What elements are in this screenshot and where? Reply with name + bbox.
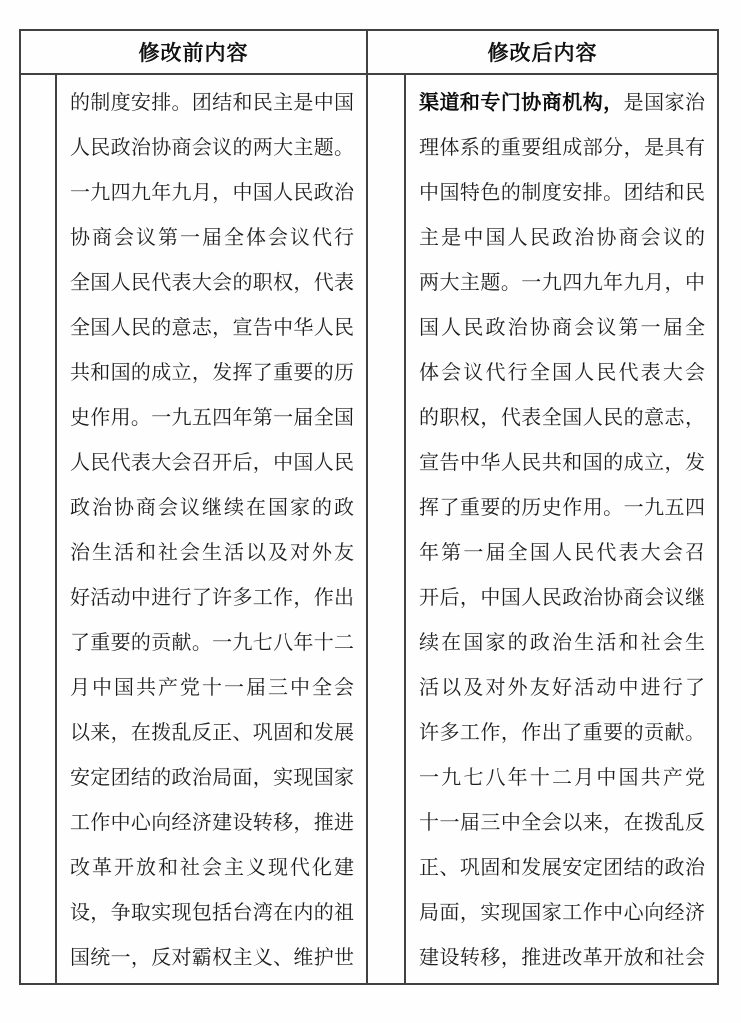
text-line: 许多工作，作出了重要的贡献。 [419,722,705,744]
text-line: 两大主题。一九四九年九月，中 [419,272,705,294]
text-line: 了重要的贡献。一九七八年十二 [70,632,354,654]
bold-revision-text: 渠道和专门协商机构， [419,92,624,114]
table-content-row [21,75,717,983]
text-line: 好活动中进行了许多工作，作出 [70,587,354,609]
text-line: 开后，中国人民政治协商会议继 [419,587,705,609]
before-content-cell [57,75,368,983]
revision-comparison-table [19,29,719,985]
text-line: 工作中心向经济建设转移，推进 [70,812,354,834]
text-line: 安定团结的政治局面，实现国家 [70,767,354,789]
text-line: 挥了重要的历史作用。一九五四 [419,497,705,519]
text-line: 史作用。一九五四年第一届全国 [70,407,354,429]
text-line: 协商会议第一届全体会议代行 [70,227,354,249]
gutter-cell-left [21,75,57,983]
text-line: 改革开放和社会主义现代化建 [70,857,354,879]
text-line: 的制度安排。团结和民主是中国 [70,92,354,114]
text-line: 中国特色的制度安排。团结和民 [419,182,705,204]
text-line: 政治协商会议继续在国家的政 [70,497,354,519]
text-line: 建设转移，推进改革开放和社会 [419,947,705,969]
text-line: 全国人民代表大会的职权，代表 [70,272,354,294]
text-line: 人民代表大会召开后，中国人民 [70,452,354,474]
text-line: 全国人民的意志，宣告中华人民 [70,317,354,339]
text-line: 局面，实现国家工作中心向经济 [419,902,705,924]
header-cell-after: 修改后内容 [487,42,598,65]
text-line: 主是中国人民政治协商会议的 [419,227,705,249]
text-line: 一九四九年九月，中国人民政治 [70,182,354,204]
text-line: 国统一，反对霸权主义、维护世 [70,947,354,969]
text-line: 治生活和社会生活以及对外友 [70,542,354,564]
text-line: 设，争取实现包括台湾在内的祖 [70,902,354,924]
after-content-cell [406,75,717,983]
text-line: 月中国共产党十一届三中全会 [70,677,354,699]
text-line: 宣告中华人民共和国的成立，发 [419,452,705,474]
text-line: 年第一届全国人民代表大会召 [419,542,705,564]
text-line: 十一届三中全会以来，在拨乱反 [419,812,705,834]
text-line: 的职权，代表全国人民的意志， [419,407,705,429]
text-line: 续在国家的政治生活和社会生 [419,632,705,654]
text-line: 活以及对外友好活动中进行了 [419,677,705,699]
gutter-cell-right [368,75,406,983]
table-header-row [21,31,717,75]
text-line: 一九七八年十二月中国共产党 [419,767,705,789]
text-line: 人民政治协商会议的两大主题。 [70,137,354,159]
text-line: 共和国的成立，发挥了重要的历 [70,362,354,384]
text-line: 以来，在拨乱反正、巩固和发展 [70,722,354,744]
text-line: 正、巩固和发展安定团结的政治 [419,857,705,879]
text-line: 渠道和专门协商机构，是国家治 [419,92,705,114]
text-line: 体会议代行全国人民代表大会 [419,362,705,384]
text-line: 国人民政治协商会议第一届全 [419,317,705,339]
text-line: 理体系的重要组成部分，是具有 [419,137,705,159]
header-cell-before: 修改前内容 [21,31,368,73]
